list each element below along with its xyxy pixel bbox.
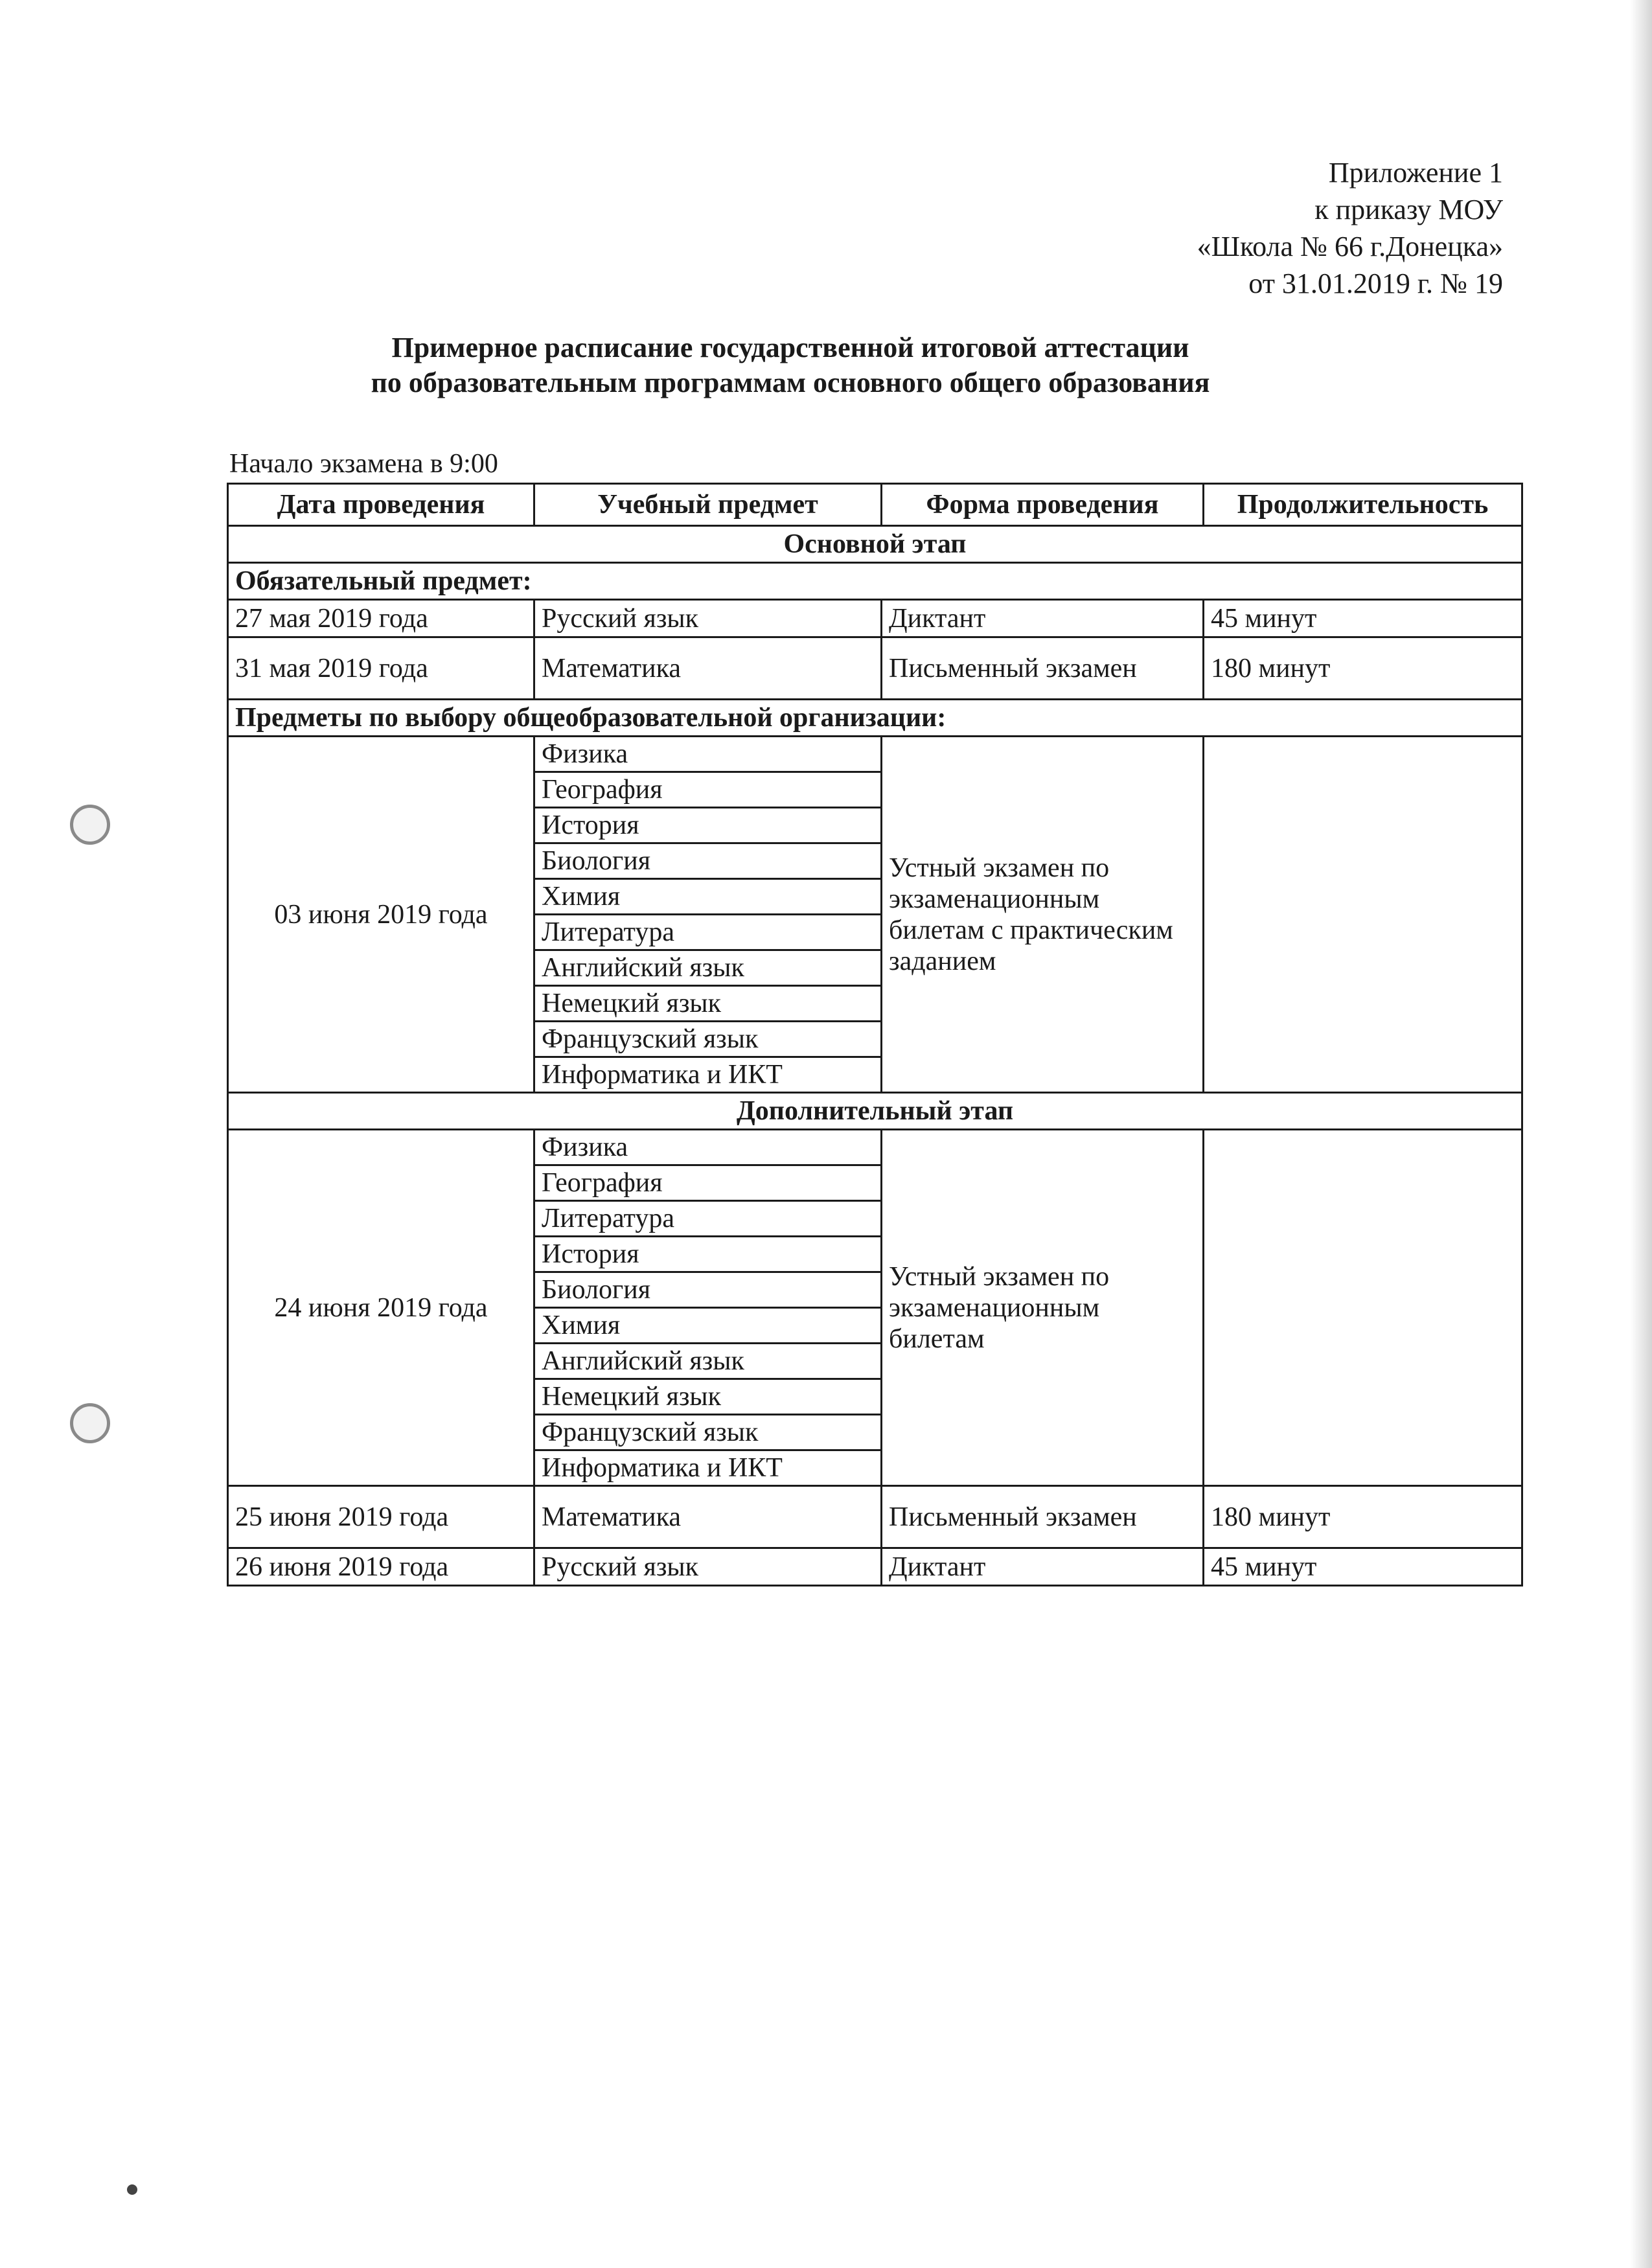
- scan-dot: [127, 2184, 137, 2195]
- subject-cell: Химия: [534, 879, 882, 915]
- subject-cell: Математика: [534, 637, 882, 700]
- table-header-row: [228, 484, 1522, 526]
- subject-cell: Немецкий язык: [534, 1379, 882, 1415]
- additional-stage-label: Дополнительный этап: [228, 1093, 1522, 1130]
- punch-hole-bottom: [70, 1403, 110, 1443]
- table-row: [228, 737, 1522, 772]
- date-cell: 24 июня 2019 года: [228, 1130, 534, 1486]
- duration-cell: [1204, 1130, 1522, 1486]
- duration-cell: 45 минут: [1204, 1548, 1522, 1586]
- subject-cell: География: [534, 1165, 882, 1201]
- subject-cell: История: [534, 808, 882, 843]
- exam-schedule-table: [227, 483, 1523, 1586]
- subject-cell: Биология: [534, 843, 882, 879]
- subject-cell: Информатика и ИКТ: [534, 1057, 882, 1093]
- subject-cell: Математика: [534, 1486, 882, 1548]
- form-cell: Письменный экзамен: [882, 637, 1204, 700]
- title-line-1: Примерное расписание государственной итоговой аттестации: [391, 332, 1189, 363]
- table-row: [228, 1486, 1522, 1548]
- table-row: [228, 637, 1522, 700]
- subject-cell: Английский язык: [534, 1344, 882, 1379]
- form-cell: Устный экзамен по экзаменационным билетам: [882, 1130, 1204, 1486]
- header-duration: Продолжительность: [1204, 484, 1522, 526]
- document-title: [259, 330, 1322, 400]
- header-date: Дата проведения: [228, 484, 534, 526]
- title-line-2: по образовательным программам основного общего образования: [371, 367, 1210, 398]
- elective-group-label: Предметы по выбору общеобразовательной организации:: [228, 700, 1522, 737]
- punch-hole-top: [70, 805, 110, 845]
- subject-cell: Французский язык: [534, 1022, 882, 1057]
- date-cell: 26 июня 2019 года: [228, 1548, 534, 1586]
- subject-cell: Французский язык: [534, 1415, 882, 1450]
- appendix-line-2: к приказу МОУ: [1314, 194, 1503, 225]
- header-subject: Учебный предмет: [534, 484, 882, 526]
- form-cell: Диктант: [882, 1548, 1204, 1586]
- exam-start-note: Начало экзамена в 9:00: [229, 449, 498, 479]
- subject-cell: Литература: [534, 915, 882, 950]
- subject-cell: Литература: [534, 1201, 882, 1237]
- page-edge: [1630, 0, 1652, 2268]
- subject-cell: Немецкий язык: [534, 986, 882, 1022]
- date-cell: 31 мая 2019 года: [228, 637, 534, 700]
- duration-cell: [1204, 737, 1522, 1093]
- subject-cell: Физика: [534, 737, 882, 772]
- table-row: [228, 600, 1522, 637]
- date-cell: 03 июня 2019 года: [228, 737, 534, 1093]
- duration-cell: 180 минут: [1204, 1486, 1522, 1548]
- subject-cell: Физика: [534, 1130, 882, 1165]
- appendix-line-3: «Школа № 66 г.Донецка»: [1197, 231, 1503, 262]
- appendix-line-4: от 31.01.2019 г. № 19: [1248, 268, 1503, 299]
- subject-cell: Биология: [534, 1272, 882, 1308]
- date-cell: 27 мая 2019 года: [228, 600, 534, 637]
- subject-cell: Русский язык: [534, 1548, 882, 1586]
- subject-cell: Русский язык: [534, 600, 882, 637]
- main-stage-label: Основной этап: [228, 526, 1522, 563]
- elective-group-row: [228, 700, 1522, 737]
- subject-cell: История: [534, 1237, 882, 1272]
- main-stage-row: [228, 526, 1522, 563]
- table-row: [228, 1548, 1522, 1586]
- subject-cell: География: [534, 772, 882, 808]
- date-cell: 25 июня 2019 года: [228, 1486, 534, 1548]
- form-cell: Диктант: [882, 600, 1204, 637]
- duration-cell: 45 минут: [1204, 600, 1522, 637]
- header-form: Форма проведения: [882, 484, 1204, 526]
- form-cell: Письменный экзамен: [882, 1486, 1204, 1548]
- mandatory-group-label: Обязательный предмет:: [228, 563, 1522, 600]
- table-row: [228, 1130, 1522, 1165]
- subject-cell: Информатика и ИКТ: [534, 1450, 882, 1486]
- appendix-header: [920, 154, 1503, 302]
- appendix-line-1: Приложение 1: [1328, 157, 1503, 189]
- subject-cell: Английский язык: [534, 950, 882, 986]
- additional-stage-row: [228, 1093, 1522, 1130]
- subject-cell: Химия: [534, 1308, 882, 1344]
- mandatory-group-row: [228, 563, 1522, 600]
- form-cell: Устный экзамен по экзаменационным билетам с практическим заданием: [882, 737, 1204, 1093]
- duration-cell: 180 минут: [1204, 637, 1522, 700]
